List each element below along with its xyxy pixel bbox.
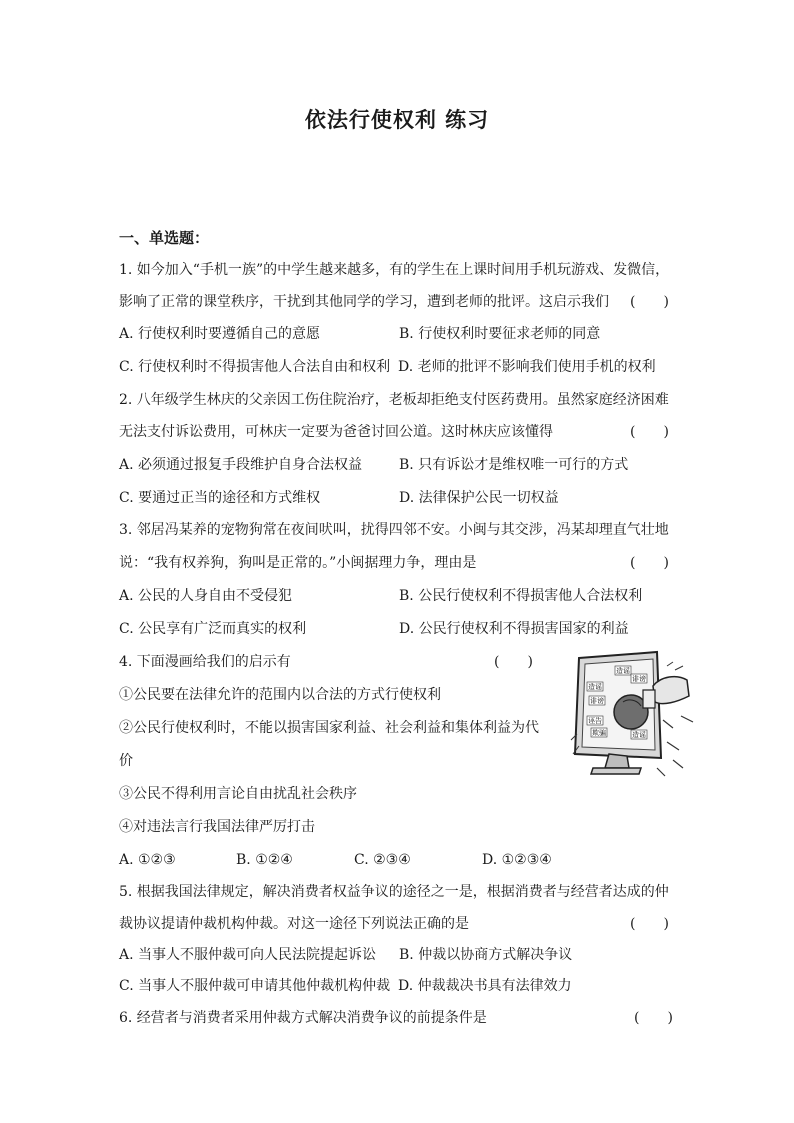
section-heading: 一、单选题： xyxy=(119,229,210,247)
cartoon-label-3: 诬告 xyxy=(588,717,602,725)
q4-statement-4: ④对违法言行我国法律严厉打击 xyxy=(119,819,315,835)
q1-option-c: C. 行使权利时不得损害他人合法自由和权利 xyxy=(119,359,391,375)
q5-stem-line-1: 5. 根据我国法律规定，解决消费者权益争议的途径之一是，根据消费者与经营者达成的仲 xyxy=(119,884,669,900)
cartoon-label-2: 诽谤 xyxy=(590,697,604,705)
q5-option-d: D. 仲裁裁决书具有法律效力 xyxy=(398,978,572,994)
q1-option-d: D. 老师的批评不影响我们使用手机的权利 xyxy=(398,359,656,375)
q2-option-a: A. 必须通过报复手段维护自身合法权益 xyxy=(119,457,363,473)
q3-option-a: A. 公民的人身自由不受侵犯 xyxy=(119,588,293,604)
q4-statement-2-cont: 价 xyxy=(119,753,133,769)
q4-option-c: C. ②③④ xyxy=(354,852,411,868)
q2-answer-bracket: ( ) xyxy=(630,424,669,440)
cartoon-label-4: 欺骗 xyxy=(592,729,606,737)
q4-stem-line-1: 4. 下面漫画给我们的启示有 xyxy=(119,654,291,670)
q1-stem-line-1: 1. 如今加入“手机一族”的中学生越来越多，有的学生在上课时间用手机玩游戏、发微信， xyxy=(119,262,670,278)
q4-statement-3: ③公民不得利用言论自由扰乱社会秩序 xyxy=(119,786,357,802)
q5-option-a: A. 当事人不服仲裁可向人民法院提起诉讼 xyxy=(119,947,377,963)
q1-option-a: A. 行使权利时要遵循自己的意愿 xyxy=(119,326,321,342)
q3-option-d: D. 公民行使权利不得损害国家的利益 xyxy=(399,621,629,637)
q5-option-c: C. 当事人不服仲裁可申请其他仲裁机构仲裁 xyxy=(119,978,391,994)
cartoon-label-6: 诽谤 xyxy=(632,675,646,683)
q1-option-b: B. 行使权利时要征求老师的同意 xyxy=(399,326,601,342)
q1-answer-bracket: ( ) xyxy=(630,294,669,310)
q6-stem-line-1: 6. 经营者与消费者采用仲裁方式解决消费争议的前提条件是 xyxy=(119,1010,487,1026)
q2-stem-line-2: 无法支付诉讼费用，可林庆一定要为爸爸讨回公道。这时林庆应该懂得 xyxy=(119,424,553,440)
q3-option-c: C. 公民享有广泛而真实的权利 xyxy=(119,621,307,637)
q4-option-a: A. ①②③ xyxy=(119,852,176,868)
q3-answer-bracket: ( ) xyxy=(630,555,669,571)
cartoon-label-5: 造谣 xyxy=(616,667,630,675)
q5-stem-line-2: 裁协议提请仲裁机构仲裁。对这一途径下列说法正确的是 xyxy=(119,916,469,932)
cartoon-image xyxy=(569,650,701,780)
q2-option-c: C. 要通过正当的途径和方式维权 xyxy=(119,490,321,506)
cartoon-label-1: 造谣 xyxy=(588,683,602,691)
cartoon-label-7: 造谣 xyxy=(632,731,646,739)
page-title: 依法行使权利 练习 xyxy=(304,108,490,132)
q4-answer-bracket: ( ) xyxy=(494,654,533,670)
q6-answer-bracket: ( ) xyxy=(634,1010,673,1026)
q4-statement-2: ②公民行使权利时，不能以损害国家利益、社会利益和集体利益为代 xyxy=(119,720,539,736)
q3-option-b: B. 公民行使权利不得损害他人合法权利 xyxy=(399,588,643,604)
q5-answer-bracket: ( ) xyxy=(630,916,669,932)
q3-stem-line-1: 3. 邻居冯某养的宠物狗常在夜间吠叫，扰得四邻不安。小闽与其交涉，冯某却理直气壮地 xyxy=(119,522,669,538)
q2-option-d: D. 法律保护公民一切权益 xyxy=(399,490,559,506)
q4-statement-1: ①公民要在法律允许的范围内以合法的方式行使权利 xyxy=(119,687,441,703)
q4-option-b: B. ①②④ xyxy=(236,852,293,868)
q5-option-b: B. 仲裁以协商方式解决争议 xyxy=(399,947,573,963)
q1-stem-line-2: 影响了正常的课堂秩序，干扰到其他同学的学习，遭到老师的批评。这启示我们 xyxy=(119,294,609,310)
q2-option-b: B. 只有诉讼才是维权唯一可行的方式 xyxy=(399,457,629,473)
q3-stem-line-2: 说：“我有权养狗，狗叫是正常的。”小闽据理力争，理由是 xyxy=(119,555,477,571)
q2-stem-line-1: 2. 八年级学生林庆的父亲因工伤住院治疗，老板却拒绝支付医药费用。虽然家庭经济困难 xyxy=(119,392,669,408)
q4-option-d: D. ①②③④ xyxy=(482,852,552,868)
